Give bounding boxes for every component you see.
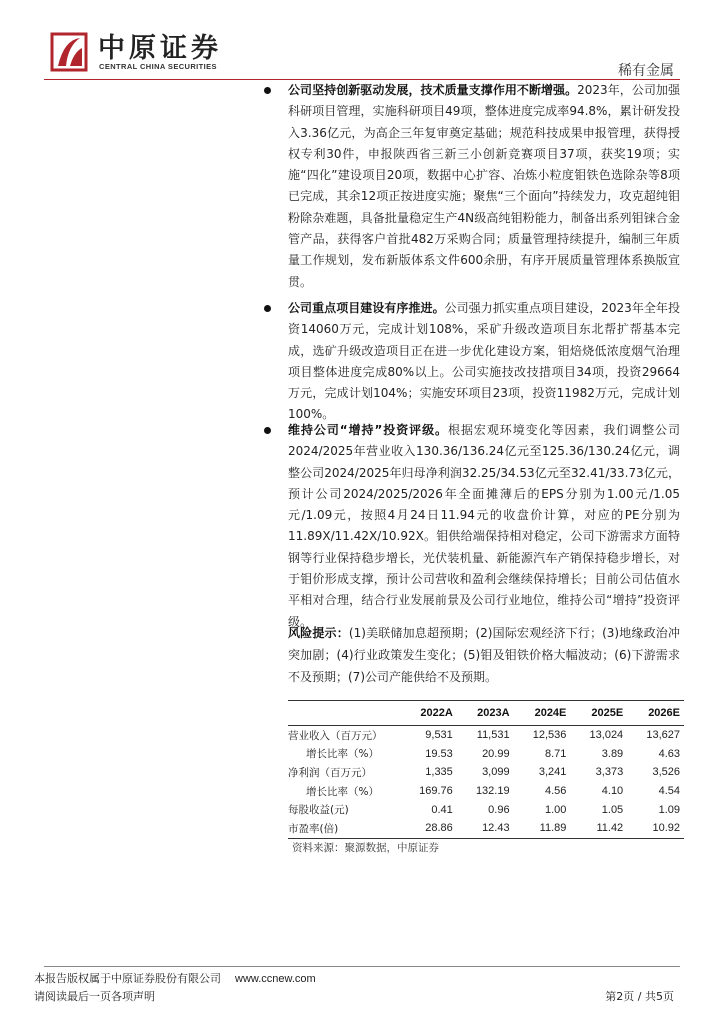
table-cell: 3.89 (601, 747, 624, 760)
table-cell: 12.43 (457, 819, 514, 838)
table-cell: 11,531 (476, 729, 510, 742)
table-cell: 10.92 (627, 819, 684, 838)
footer-divider (44, 966, 680, 967)
table-header-cell: 2025E (570, 701, 627, 726)
table-cell: 1.00 (544, 803, 567, 816)
table-cell: 13,627 (646, 729, 680, 742)
company-logo (50, 32, 230, 74)
table-row (288, 782, 684, 801)
table-source-note: 资料来源：聚源数据，中原证券 (292, 842, 439, 854)
table-cell: 0.41 (431, 803, 453, 816)
bullet-icon (264, 305, 271, 312)
copyright-text: 本报告版权属于中原证券股份有限公司 (34, 972, 221, 985)
section-innovation (288, 80, 680, 293)
table-cell: 1.09 (658, 803, 680, 816)
table-cell: 3,241 (538, 766, 567, 779)
table-cell: 20.99 (482, 747, 510, 760)
section-lead: 维持公司“增持”投资评级。 (288, 423, 448, 437)
table-cell: 3,099 (482, 766, 510, 779)
table-row (288, 763, 684, 782)
table-header-cell: 2026E (627, 701, 684, 726)
risk-warning (288, 622, 680, 688)
table-cell: 11.89 (514, 819, 571, 838)
risk-body: (1)美联储加息超预期；(2)国际宏观经济下行；(3)地缘政治冲突加剧；(4)行业政策发生变化；(5)钼及钼铁价格大幅波动；(6)下游需求不及预期；(7)公司产能供给不及预期。 (288, 626, 680, 684)
page-number: 第2页 / 共5页 (605, 990, 674, 1003)
section-rating (288, 420, 680, 633)
table-cell: 19.53 (425, 747, 453, 760)
table-header-row (288, 701, 684, 726)
row-label: 净利润（百万元） (288, 766, 372, 779)
table-cell: 1,335 (425, 766, 453, 779)
row-label: 市盈率(倍) (288, 819, 400, 838)
table-cell: 3,526 (652, 766, 680, 779)
table-cell: 4.54 (658, 785, 680, 798)
row-label: 营业收入（百万元） (288, 729, 383, 742)
section-body: 根据宏观环境变化等因素，我们调整公司2024/2025年营业收入130.36/136.24亿元至125.36/130.24亿元，调整公司2024/2025年归母净利润32.25/34.53亿元至32.41/33.73亿元，预计公司2024/2025/2026年全面摊薄后的EPS分别为1.00元/1.05元/1.09元，按照4月24日11.94元的收盘价计算，对应的PE分别为11.89X/11.42X/10.92X。钼供给端保持相对稳定，公司下游需求方面特钢等行业保持稳步增长，光伏装机量、新能源汽车产销保持稳步增长，对于钼价形成支撑，预计公司营收和盈利会继续保持增长；目前公司估值水平相对合理，结合行业发展前景及公司行业地位，维持公司“增持”投资评级。 (288, 423, 680, 629)
table-cell: 13,024 (589, 729, 624, 742)
table-cell: 4.63 (658, 747, 680, 760)
table-header-cell (288, 701, 400, 726)
table-cell: 169.76 (419, 785, 453, 798)
table-cell: 9,531 (425, 729, 453, 742)
table-cell: 0.96 (488, 803, 510, 816)
risk-lead: 风险提示： (288, 626, 349, 640)
section-body: 公司强力抓实重点项目建设，2023年全年投资14060万元，完成计划108%，采矿升级改造项目东北帮扩帮基本完成，选矿升级改造项目正在进一步优化建设方案，钼焙烧低浓度烟气治理项目整体进度完成80%以上。公司实施技改技措项目34项，投资29664万元，完成计划104%；实施安环项目23项，投资11982万元，完成计划100%。 (288, 301, 680, 422)
table-cell: 12,536 (532, 729, 567, 742)
bullet-icon (264, 87, 271, 94)
table-cell: 3,373 (595, 766, 624, 779)
row-label: 每股收益(元) (288, 804, 349, 817)
bullet-icon (264, 427, 271, 434)
logo-chinese-name: 中原证券 (98, 33, 222, 64)
table-header-cell: 2022A (400, 701, 457, 726)
table-header-cell: 2023A (457, 701, 514, 726)
table-row (288, 819, 684, 838)
table-cell: 28.86 (400, 819, 457, 838)
section-lead: 公司重点项目建设有序推进。 (288, 301, 445, 315)
table-cell: 1.05 (601, 803, 624, 816)
row-label: 增长比率（%） (306, 785, 379, 798)
section-lead: 公司坚持创新驱动发展，技术质量支撑作用不断增强。 (288, 83, 578, 97)
table-row (288, 800, 684, 819)
table-header-cell: 2024E (514, 701, 571, 726)
table-row (288, 726, 684, 745)
table-cell: 8.71 (544, 747, 567, 760)
website-link[interactable]: www.ccnew.com (235, 973, 316, 985)
table-row (288, 745, 684, 764)
table-cell: 132.19 (475, 785, 510, 798)
footer-copyright (34, 970, 316, 986)
industry-label: 稀有金属 (618, 63, 674, 79)
row-label: 增长比率（%） (306, 748, 379, 761)
logo-english-name: CENTRAL CHINA SECURITIES (99, 62, 217, 71)
table-cell: 11.42 (570, 819, 627, 838)
logo-mark-icon (50, 32, 88, 72)
footer-disclaimer: 请阅读最后一页各项声明 (34, 990, 155, 1003)
table-cell: 4.10 (601, 785, 624, 798)
section-body: 2023年，公司加强科研项目管理，实施科研项目49项，整体进度完成率94.8%，累计研发投入3.36亿元，为高企三年复审奠定基础；规范科技成果申报管理，获得授权专利30件，申报陕西省三新三小创新竞赛项目37项，获奖19项；实施“四化”建设项目20项，数据中心扩容、冶炼小粒度钼铁色选除杂等8项已完成，其余12项正按进度实施；聚焦“三个面向”持续发力，攻克超纯钼粉除杂难题，具备批量稳定生产4N级高纯钼粉能力，制备出系列钼铼合金管产品，获得客户首批482万采购合同；质量管理持续提升，编制三年质量工作规划，发布新版体系文件600余册，有序开展质量管理体系换版宣贯。 (288, 83, 680, 289)
financial-forecast-table (288, 700, 684, 839)
section-projects (288, 298, 680, 426)
table-cell: 4.56 (544, 785, 567, 798)
